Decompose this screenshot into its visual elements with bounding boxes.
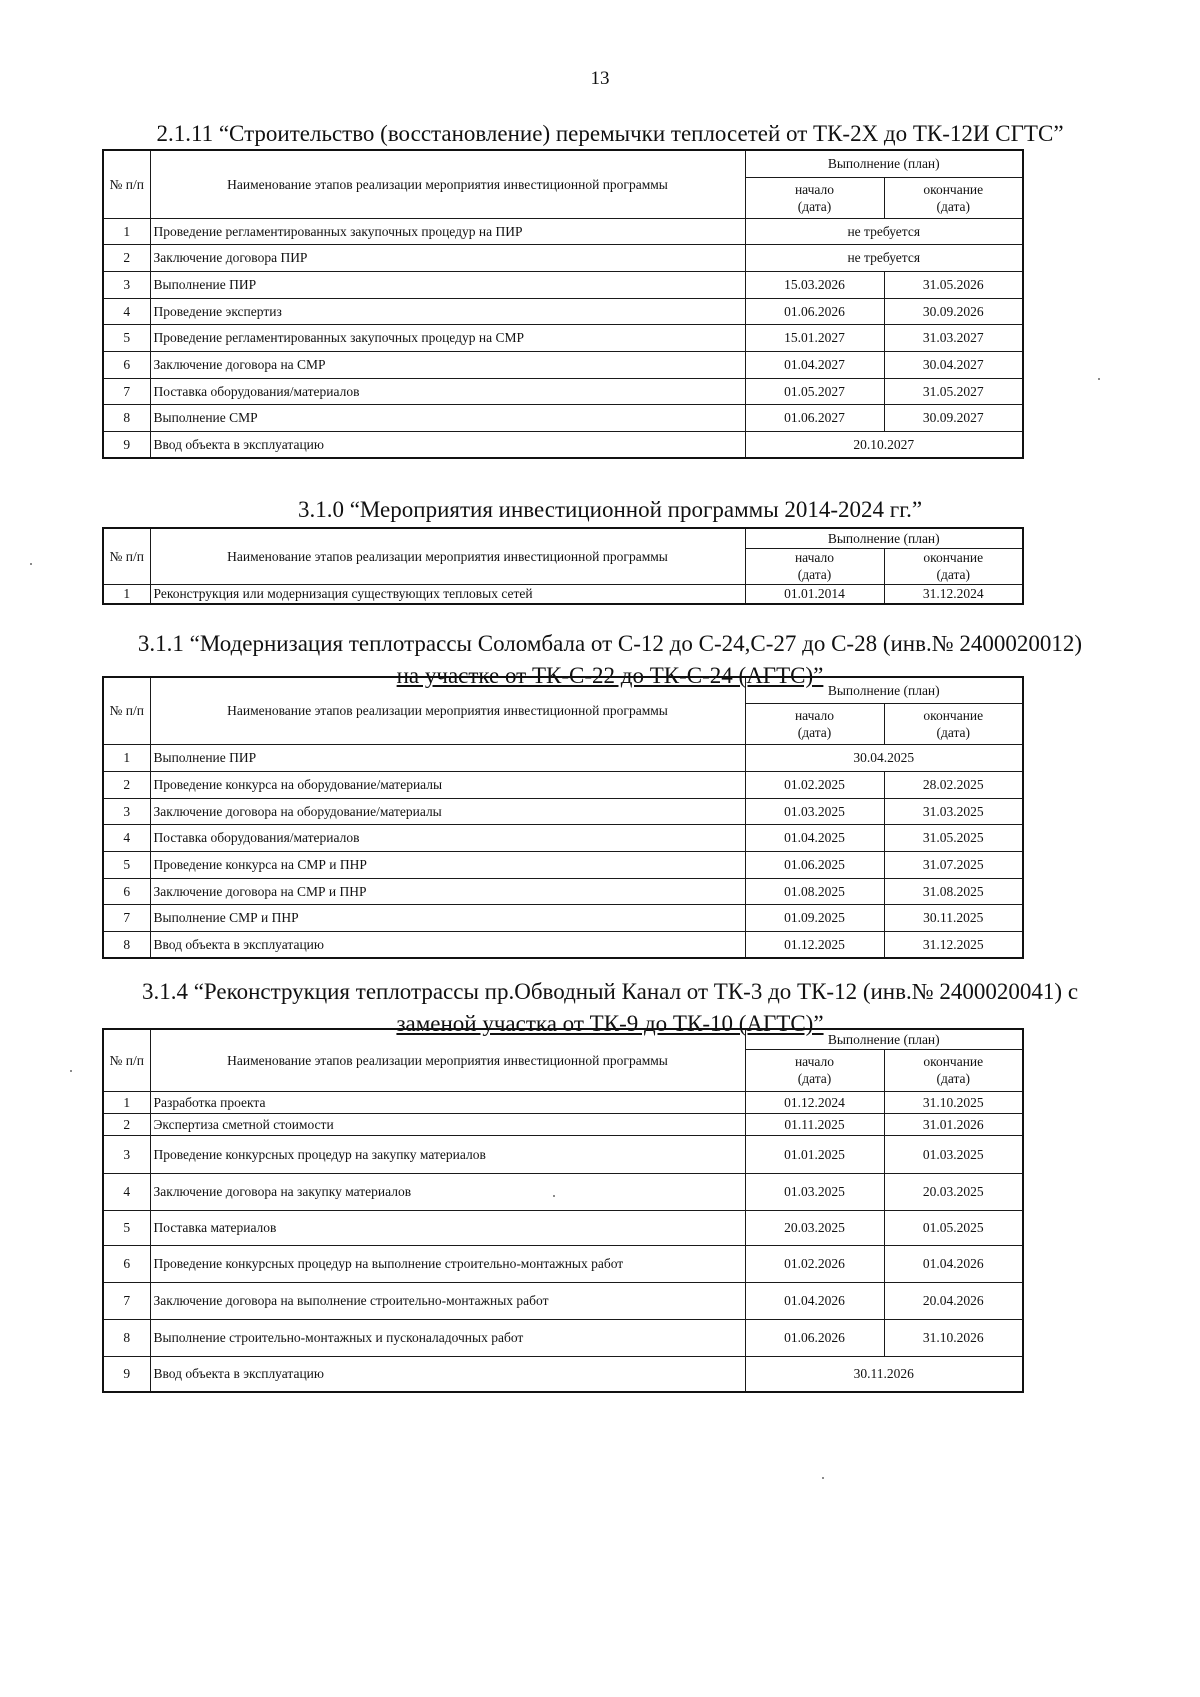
table-row: 2 Проведение конкурса на оборудование/материалы 01.02.2025 28.02.2025	[103, 771, 1023, 798]
table-row: 8 Выполнение строительно-монтажных и пусконаладочных работ 01.06.2026 31.10.2026	[103, 1319, 1023, 1356]
table-row: 4 Поставка оборудования/материалов 01.04.2025 31.05.2025	[103, 824, 1023, 851]
table-row: 3 Выполнение ПИР 15.03.2026 31.05.2026	[103, 271, 1023, 298]
header-execution: Выполнение (план)	[745, 1029, 1023, 1049]
table-row: 3 Проведение конкурсных процедур на закупку материалов 01.01.2025 01.03.2025	[103, 1135, 1023, 1173]
header-name: Наименование этапов реализации мероприятия инвестиционной программы	[150, 528, 745, 584]
table-row: 5 Поставка материалов 20.03.2025 01.05.2025	[103, 1210, 1023, 1245]
plan-table	[102, 149, 1024, 459]
header-execution: Выполнение (план)	[745, 677, 1023, 703]
table-row: 3 Заключение договора на оборудование/материалы 01.03.2025 31.03.2025	[103, 798, 1023, 824]
scan-speck	[70, 1070, 72, 1072]
table-row: 8 Ввод объекта в эксплуатацию 01.12.2025 31.12.2025	[103, 931, 1023, 958]
header-start: начало (дата)	[745, 1049, 884, 1091]
table-row: 1 Реконструкция или модернизация существующих тепловых сетей 01.01.2014 31.12.2024	[103, 584, 1023, 604]
table-row: 1 Разработка проекта 01.12.2024 31.10.2025	[103, 1091, 1023, 1113]
scan-speck	[553, 1195, 555, 1197]
table-row: 2 Заключение договора ПИР не требуется	[103, 244, 1023, 271]
scan-speck	[822, 1477, 824, 1479]
table-row: 1 Проведение регламентированных закупочных процедур на ПИР не требуется	[103, 218, 1023, 244]
section-title-line2: заменой участка от ТК-9 до ТК-10 (АГТС)”	[396, 1011, 824, 1036]
header-name: Наименование этапов реализации мероприятия инвестиционной программы	[150, 1029, 745, 1091]
plan-table	[102, 1028, 1024, 1393]
header-start: начало (дата)	[745, 548, 884, 584]
table-row: 7 Поставка оборудования/материалов 01.05.2027 31.05.2027	[103, 378, 1023, 404]
table-row: 8 Выполнение СМР 01.06.2027 30.09.2027	[103, 404, 1023, 431]
header-num: № п/п	[103, 528, 150, 584]
table-row: 2 Экспертиза сметной стоимости 01.11.2025 31.01.2026	[103, 1113, 1023, 1135]
header-start: начало (дата)	[745, 703, 884, 744]
header-end: окончание (дата)	[884, 703, 1023, 744]
table-row: 4 Проведение экспертиз 01.06.2026 30.09.2026	[103, 298, 1023, 324]
header-execution: Выполнение (план)	[745, 528, 1023, 548]
header-num: № п/п	[103, 150, 150, 218]
plan-table	[102, 676, 1024, 959]
header-end: окончание (дата)	[884, 548, 1023, 584]
header-end: окончание (дата)	[884, 177, 1023, 218]
header-execution: Выполнение (план)	[745, 150, 1023, 177]
section-title-line1: 3.1.1 “Модернизация теплотрассы Соломбала от С-12 до С-24,С-27 до С-28 (инв.№ 2400020012)	[137, 631, 1083, 656]
section-title: 3.1.0 “Мероприятия инвестиционной программы 2014-2024 гг.”	[297, 497, 923, 522]
section-title-line2: на участке от ТК-С-22 до ТК-С-24 (АГТС)”	[396, 663, 824, 688]
header-num: № п/п	[103, 1029, 150, 1091]
table-row: 7 Выполнение СМР и ПНР 01.09.2025 30.11.2025	[103, 904, 1023, 931]
table-row: 4 Заключение договора на закупку материалов 01.03.2025 20.03.2025	[103, 1173, 1023, 1210]
section-title-line1: 3.1.4 “Реконструкция теплотрассы пр.Обводный Канал от ТК-3 до ТК-12 (инв.№ 2400020041) с	[141, 979, 1079, 1004]
table-row: 5 Проведение конкурса на СМР и ПНР 01.06.2025 31.07.2025	[103, 851, 1023, 878]
table-row: 6 Заключение договора на СМР и ПНР 01.08.2025 31.08.2025	[103, 878, 1023, 904]
section-title: 2.1.11 “Строительство (восстановление) перемычки теплосетей от ТК-2Х до ТК-12И СГТС”	[156, 121, 1064, 146]
page-number: 13	[590, 68, 610, 89]
table-row: 1 Выполнение ПИР 30.04.2025	[103, 744, 1023, 771]
plan-table	[102, 527, 1024, 605]
table-row: 7 Заключение договора на выполнение строительно-монтажных работ 01.04.2026 20.04.2026	[103, 1282, 1023, 1319]
header-name: Наименование этапов реализации мероприятия инвестиционной программы	[150, 150, 745, 218]
scan-speck	[30, 563, 32, 565]
table-row: 9 Ввод объекта в эксплуатацию 30.11.2026	[103, 1356, 1023, 1392]
header-num: № п/п	[103, 677, 150, 744]
table-row: 6 Заключение договора на СМР 01.04.2027 30.04.2027	[103, 351, 1023, 378]
header-name: Наименование этапов реализации мероприятия инвестиционной программы	[150, 677, 745, 744]
table-row: 9 Ввод объекта в эксплуатацию 20.10.2027	[103, 431, 1023, 458]
table-row: 5 Проведение регламентированных закупочных процедур на СМР 15.01.2027 31.03.2027	[103, 324, 1023, 351]
header-end: окончание (дата)	[884, 1049, 1023, 1091]
header-start: начало (дата)	[745, 177, 884, 218]
scan-speck	[1098, 378, 1100, 380]
table-row: 6 Проведение конкурсных процедур на выполнение строительно-монтажных работ 01.02.2026 01.04.2026	[103, 1245, 1023, 1282]
